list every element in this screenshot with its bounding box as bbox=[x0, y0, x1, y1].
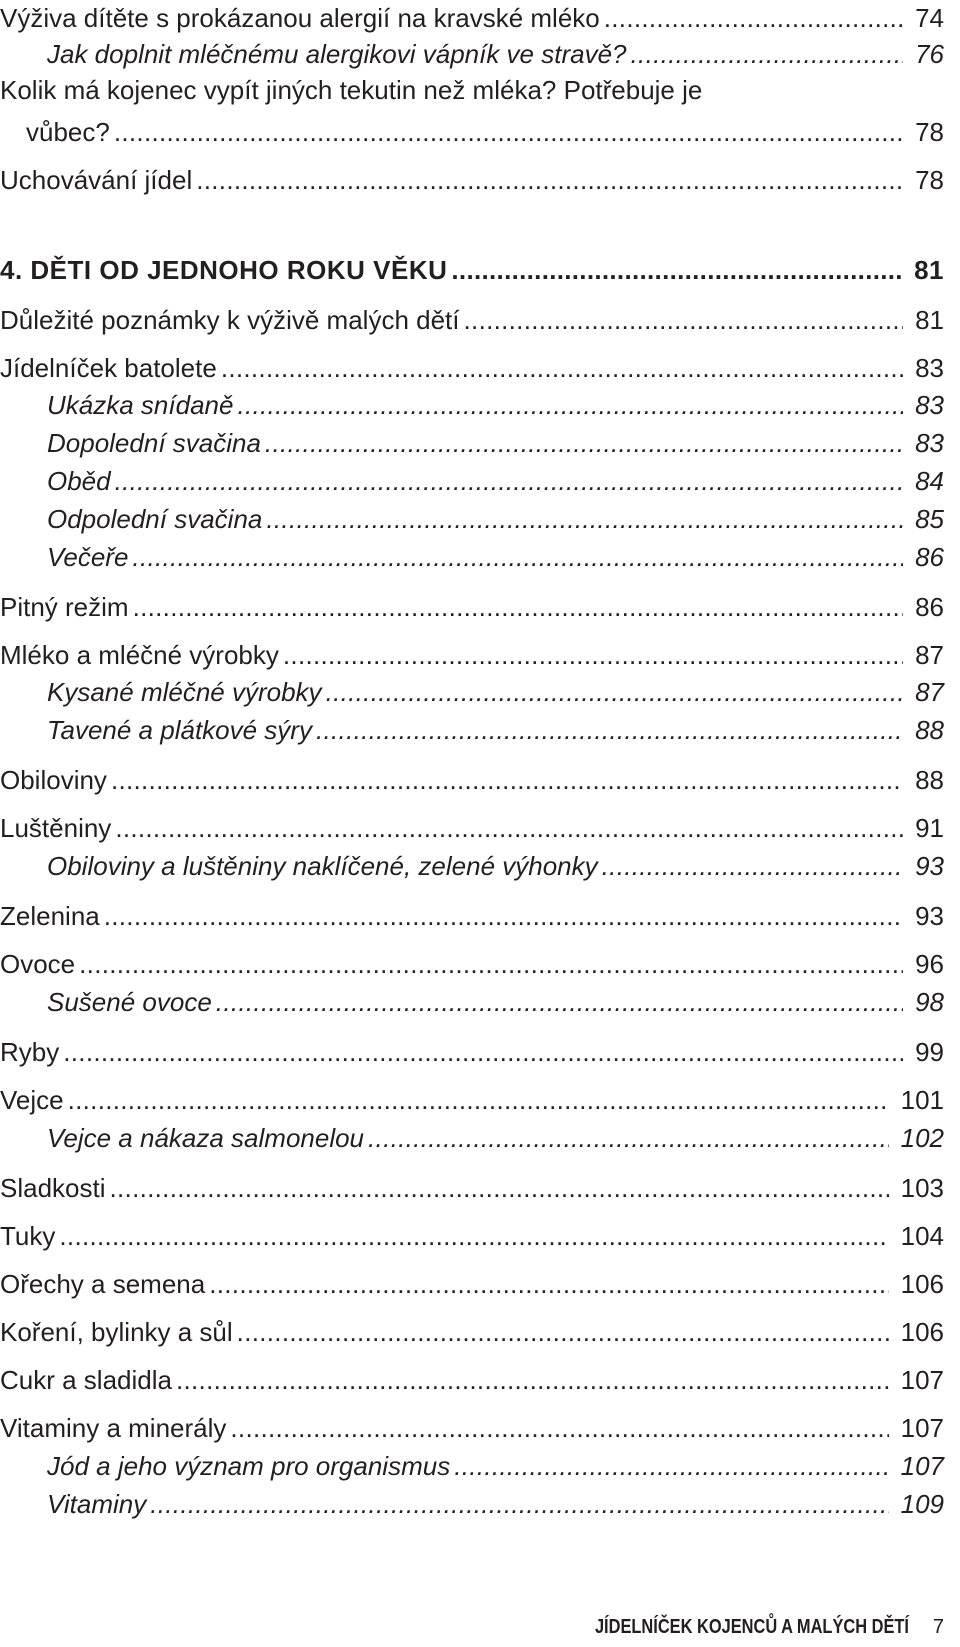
toc-entry-title: Kolik má kojenec vypít jiných tekutin než mléka? Potřebuje je bbox=[0, 75, 703, 105]
dot-leader bbox=[230, 1410, 888, 1446]
dot-leader bbox=[110, 1170, 889, 1206]
toc-entry-page: 78 bbox=[915, 117, 944, 147]
toc-entry-page: 109 bbox=[900, 1489, 944, 1519]
dot-leader bbox=[368, 1120, 889, 1156]
dot-leader bbox=[631, 36, 904, 72]
dot-leader bbox=[115, 463, 903, 499]
toc-subentry bbox=[0, 848, 944, 884]
dot-leader bbox=[176, 1362, 889, 1398]
dot-leader bbox=[104, 898, 903, 934]
toc-entry-page: 87 bbox=[915, 640, 944, 670]
dot-leader bbox=[115, 810, 903, 846]
toc-entry-page: 85 bbox=[915, 504, 944, 534]
toc-entry-page: 76 bbox=[915, 39, 944, 69]
toc-entry-title: Obiloviny bbox=[0, 765, 107, 795]
toc-entry-page: 106 bbox=[900, 1317, 944, 1347]
toc-entry-page: 81 bbox=[915, 305, 944, 335]
dot-leader bbox=[196, 162, 903, 198]
toc-entry-page: 74 bbox=[915, 3, 944, 33]
toc-entry-title: Jídelníček batolete bbox=[0, 353, 217, 383]
toc-entry-title: Tuky bbox=[0, 1221, 56, 1251]
toc-entry bbox=[0, 302, 944, 338]
toc-entry-title: Výživa dítěte s prokázanou alergií na kravské mléko bbox=[0, 3, 600, 33]
dot-leader bbox=[63, 1034, 903, 1070]
toc-entry-page: 91 bbox=[915, 813, 944, 843]
dot-leader bbox=[237, 1314, 889, 1350]
toc-entry-title: Uchovávání jídel bbox=[0, 165, 193, 195]
toc-entry bbox=[0, 762, 944, 798]
toc-subentry bbox=[0, 463, 944, 499]
toc-entry bbox=[0, 946, 944, 982]
toc-entry bbox=[0, 0, 944, 36]
dot-leader bbox=[265, 425, 903, 461]
toc-entry-title: Jak doplnit mléčnému alergikovi vápník ve stravě? bbox=[47, 39, 627, 69]
toc-entry-title: Mléko a mléčné výrobky bbox=[0, 640, 279, 670]
toc-entry-title: Ukázka snídaně bbox=[47, 390, 234, 420]
toc-entry-page: 107 bbox=[900, 1365, 944, 1395]
toc-entry-wrapped-first-line bbox=[0, 72, 944, 108]
toc-entry-page: 107 bbox=[900, 1451, 944, 1481]
toc-entry bbox=[0, 589, 944, 625]
toc-entry-title: Jód a jeho význam pro organismus bbox=[47, 1451, 451, 1481]
dot-leader bbox=[237, 387, 903, 423]
toc-entry-page: 78 bbox=[915, 165, 944, 195]
toc-entry-title: Sušené ovoce bbox=[47, 987, 212, 1017]
dot-leader bbox=[266, 501, 903, 537]
toc-entry-page: 98 bbox=[915, 987, 944, 1017]
toc-subentry bbox=[0, 1120, 944, 1156]
toc-entry-title: Kysané mléčné výrobky bbox=[47, 677, 322, 707]
toc-entry-title: Ryby bbox=[0, 1037, 60, 1067]
toc-entry-page: 102 bbox=[900, 1123, 944, 1153]
dot-leader bbox=[59, 1218, 888, 1254]
toc-subentry bbox=[0, 387, 944, 423]
toc-entry-page: 88 bbox=[915, 715, 944, 745]
dot-leader bbox=[209, 1266, 888, 1302]
toc-entry-title: Vitaminy bbox=[47, 1489, 147, 1519]
dot-leader bbox=[150, 1486, 888, 1522]
toc-entry-title: Vejce bbox=[0, 1085, 64, 1115]
toc-entry-title: Cukr a sladidla bbox=[0, 1365, 172, 1395]
toc-subentry bbox=[0, 1448, 944, 1484]
toc-entry-title: Vejce a nákaza salmonelou bbox=[47, 1123, 365, 1153]
toc-entry bbox=[0, 637, 944, 673]
toc-entry-page: 87 bbox=[915, 677, 944, 707]
toc-entry bbox=[0, 1082, 944, 1118]
toc-entry-title: Zelenina bbox=[0, 901, 100, 931]
toc-subentry bbox=[0, 1486, 944, 1522]
toc-entry bbox=[0, 1034, 944, 1070]
toc-entry-title: Sladkosti bbox=[0, 1173, 106, 1203]
dot-leader bbox=[602, 848, 903, 884]
toc-entry-page: 104 bbox=[900, 1221, 944, 1251]
toc-entry-title: Vitaminy a minerály bbox=[0, 1413, 227, 1443]
toc-entry-title: Důležité poznámky k výživě malých dětí bbox=[0, 305, 460, 335]
toc-entry-title: Dopolední svačina bbox=[47, 428, 261, 458]
toc-entry bbox=[0, 114, 944, 150]
dot-leader bbox=[454, 1448, 888, 1484]
dot-leader bbox=[114, 114, 903, 150]
toc-entry bbox=[0, 1266, 944, 1302]
toc-subentry bbox=[0, 984, 944, 1020]
dot-leader bbox=[133, 589, 904, 625]
toc-entry-page: 106 bbox=[900, 1269, 944, 1299]
toc-entry bbox=[0, 1218, 944, 1254]
dot-leader bbox=[283, 637, 903, 673]
page-footer bbox=[526, 1613, 944, 1641]
toc-subentry bbox=[0, 539, 944, 575]
dot-leader bbox=[604, 0, 903, 36]
toc-entry-page: 99 bbox=[915, 1037, 944, 1067]
toc-subentry bbox=[0, 36, 944, 72]
dot-leader bbox=[451, 252, 902, 288]
toc-entry-page: 83 bbox=[915, 390, 944, 420]
toc-entry-page: 93 bbox=[915, 851, 944, 881]
toc-entry-page: 101 bbox=[900, 1085, 944, 1115]
toc-entry-page: 86 bbox=[915, 542, 944, 572]
toc-entry-page: 96 bbox=[915, 949, 944, 979]
toc-entry-title-continued: vůbec? bbox=[26, 117, 110, 147]
page-number: 7 bbox=[932, 1616, 944, 1638]
toc-entry bbox=[0, 162, 944, 198]
dot-leader bbox=[216, 984, 903, 1020]
toc-entry-page: 86 bbox=[915, 592, 944, 622]
toc-entry-page: 107 bbox=[900, 1413, 944, 1443]
dot-leader bbox=[326, 674, 904, 710]
toc-entry bbox=[0, 1314, 944, 1350]
dot-leader bbox=[111, 762, 903, 798]
toc-entry-title: Tavené a plátkové sýry bbox=[47, 715, 312, 745]
toc-entry-page: 84 bbox=[915, 466, 944, 496]
toc-entry-title: Pitný režim bbox=[0, 592, 129, 622]
toc-entry-title: Večeře bbox=[47, 542, 129, 572]
toc-entry-title: Luštěniny bbox=[0, 813, 112, 843]
toc-entry-title: Oběd bbox=[47, 466, 111, 496]
toc-entry bbox=[0, 1362, 944, 1398]
toc-entry-page: 81 bbox=[914, 255, 944, 285]
toc-entry-title: Obiloviny a luštěniny naklíčené, zelené výhonky bbox=[47, 851, 598, 881]
toc-entry-title: 4. DĚTI OD JEDNOHO ROKU VĚKU bbox=[0, 255, 448, 285]
toc-entry bbox=[0, 810, 944, 846]
toc-entry bbox=[0, 898, 944, 934]
toc-entry-page: 93 bbox=[915, 901, 944, 931]
toc-entry-page: 88 bbox=[915, 765, 944, 795]
toc-entry bbox=[0, 1170, 944, 1206]
dot-leader bbox=[132, 539, 903, 575]
toc-subentry bbox=[0, 674, 944, 710]
dot-leader bbox=[79, 946, 903, 982]
toc-entry-title: Ovoce bbox=[0, 949, 76, 979]
dot-leader bbox=[316, 712, 903, 748]
dot-leader bbox=[68, 1082, 889, 1118]
toc-subentry bbox=[0, 712, 944, 748]
toc-entry-title: Odpolední svačina bbox=[47, 504, 263, 534]
toc-entry bbox=[0, 1410, 944, 1446]
chapter-heading bbox=[0, 252, 944, 288]
dot-leader bbox=[464, 302, 904, 338]
toc-entry bbox=[0, 350, 944, 386]
toc-entry-page: 83 bbox=[915, 428, 944, 458]
dot-leader bbox=[221, 350, 903, 386]
running-title: JÍDELNÍČEK KOJENCŮ A MALÝCH DĚTÍ bbox=[595, 1616, 910, 1638]
toc-subentry bbox=[0, 425, 944, 461]
toc-subentry bbox=[0, 501, 944, 537]
toc-entry-title: Ořechy a semena bbox=[0, 1269, 206, 1299]
toc-entry-page: 83 bbox=[915, 353, 944, 383]
toc-entry-page: 103 bbox=[900, 1173, 944, 1203]
toc-entry-title: Koření, bylinky a sůl bbox=[0, 1317, 233, 1347]
